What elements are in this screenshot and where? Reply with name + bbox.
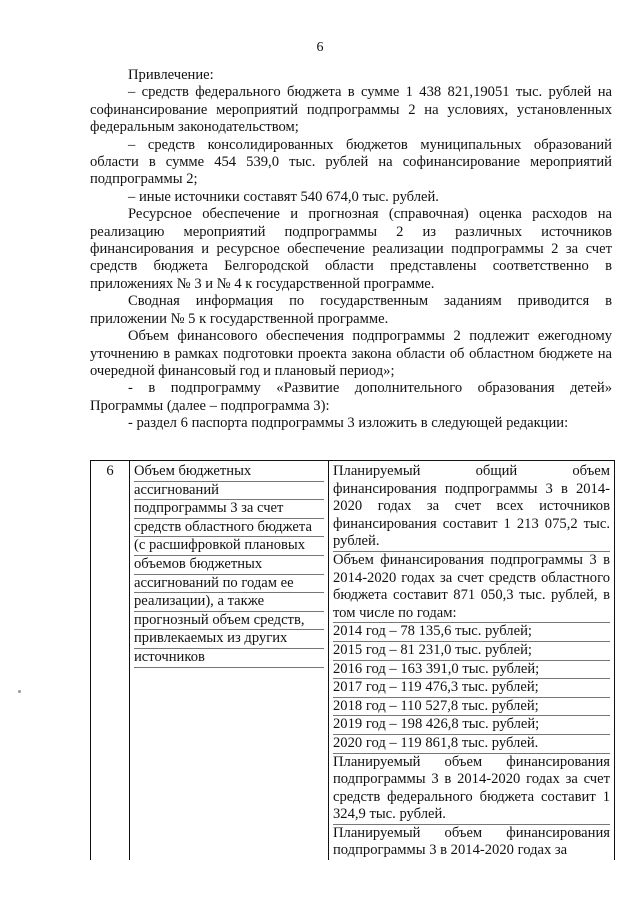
paragraph: – средств федерального бюджета в сумме 1 438 821,19051 тыс. рублей на софинансирование мероприятий подпрограммы 2 на условиях, установленных федеральным законодательством; — [90, 84, 612, 136]
value-cell — [329, 461, 615, 861]
value-line: Объем финансирования подпрограммы 3 в 2014-2020 годах за счет средств областного бюджета составит 871 050,3 тыс. рублей, в том числе по годам: — [333, 552, 610, 623]
paragraph: Привлечение: — [128, 67, 214, 83]
value-line: Планируемый объем финансирования подпрограммы 3 в 2014-2020 годах за счет средств федерального бюджета составит 1 324,9 тыс. рублей. — [333, 754, 610, 825]
scan-speck — [18, 690, 21, 693]
value-line: 2017 год – 119 476,3 тыс. рублей; — [333, 679, 610, 698]
value-line: Планируемый объем финансирования подпрограммы 3 в 2014-2020 годах за — [333, 824, 610, 859]
label-cell — [130, 461, 329, 861]
value-line: 2015 год – 81 231,0 тыс. рублей; — [333, 642, 610, 661]
label-line: источников — [134, 649, 324, 668]
value-line: 2018 год – 110 527,8 тыс. рублей; — [333, 698, 610, 717]
label-line: ассигнований по годам ее — [134, 575, 324, 594]
label-line: реализации), а также — [134, 593, 324, 612]
paragraph: - в подпрограмму «Развитие дополнительного образования детей» Программы (далее – подпрограмма 3): — [90, 380, 612, 414]
value-line: 2016 год – 163 391,0 тыс. рублей; — [333, 661, 610, 680]
paragraph: - раздел 6 паспорта подпрограммы 3 изложить в следующей редакции: — [128, 415, 569, 432]
value-line: 2020 год – 119 861,8 тыс. рублей. — [333, 735, 610, 754]
label-line: (с расшифровкой плановых — [134, 537, 324, 556]
label-line: подпрограммы 3 за счет — [134, 500, 324, 519]
body-text — [90, 67, 612, 433]
table-row — [91, 461, 615, 861]
paragraph: Ресурсное обеспечение и прогнозная (справочная) оценка расходов на реализацию мероприятий подпрограммы 2 из различных источников финансирования и ресурсное обеспечение реализации подпрограммы 2 за счет средств бюджета Белгородской области представлены соответственно в приложениях № 3 и № 4 к государственной программе. — [90, 206, 612, 292]
paragraph: – средств консолидированных бюджетов муниципальных образований области в сумме 454 539,0 тыс. рублей на софинансирование мероприятий подпрограммы 2; — [90, 136, 612, 188]
row-number-cell: 6 — [91, 461, 130, 861]
label-line: Объем бюджетных — [134, 463, 324, 482]
value-line: 2019 год – 198 426,8 тыс. рублей; — [333, 716, 610, 735]
label-line: прогнозный объем средств, — [134, 612, 324, 631]
value-line: Планируемый общий объем финансирования подпрограммы 3 в 2014-2020 годах за счет всех источников финансирования составит 1 213 075,2 тыс. рублей. — [333, 463, 610, 552]
label-line: объемов бюджетных — [134, 556, 324, 575]
paragraph: Сводная информация по государственным заданиям приводится в приложении № 5 к государственной программе. — [90, 293, 612, 327]
paragraph: Объем финансового обеспечения подпрограммы 2 подлежит ежегодному уточнению в рамках подготовки проекта закона области об областном бюджете на очередной финансовый год и плановый период»; — [90, 328, 612, 379]
passport-table — [90, 460, 615, 860]
label-line: средств областного бюджета — [134, 519, 324, 538]
label-line: привлекаемых из других — [134, 630, 324, 649]
page-number: 6 — [316, 40, 324, 55]
paragraph: – иные источники составят 540 674,0 тыс. рублей. — [128, 188, 439, 205]
value-line: 2014 год – 78 135,6 тыс. рублей; — [333, 623, 610, 642]
label-line: ассигнований — [134, 482, 324, 501]
